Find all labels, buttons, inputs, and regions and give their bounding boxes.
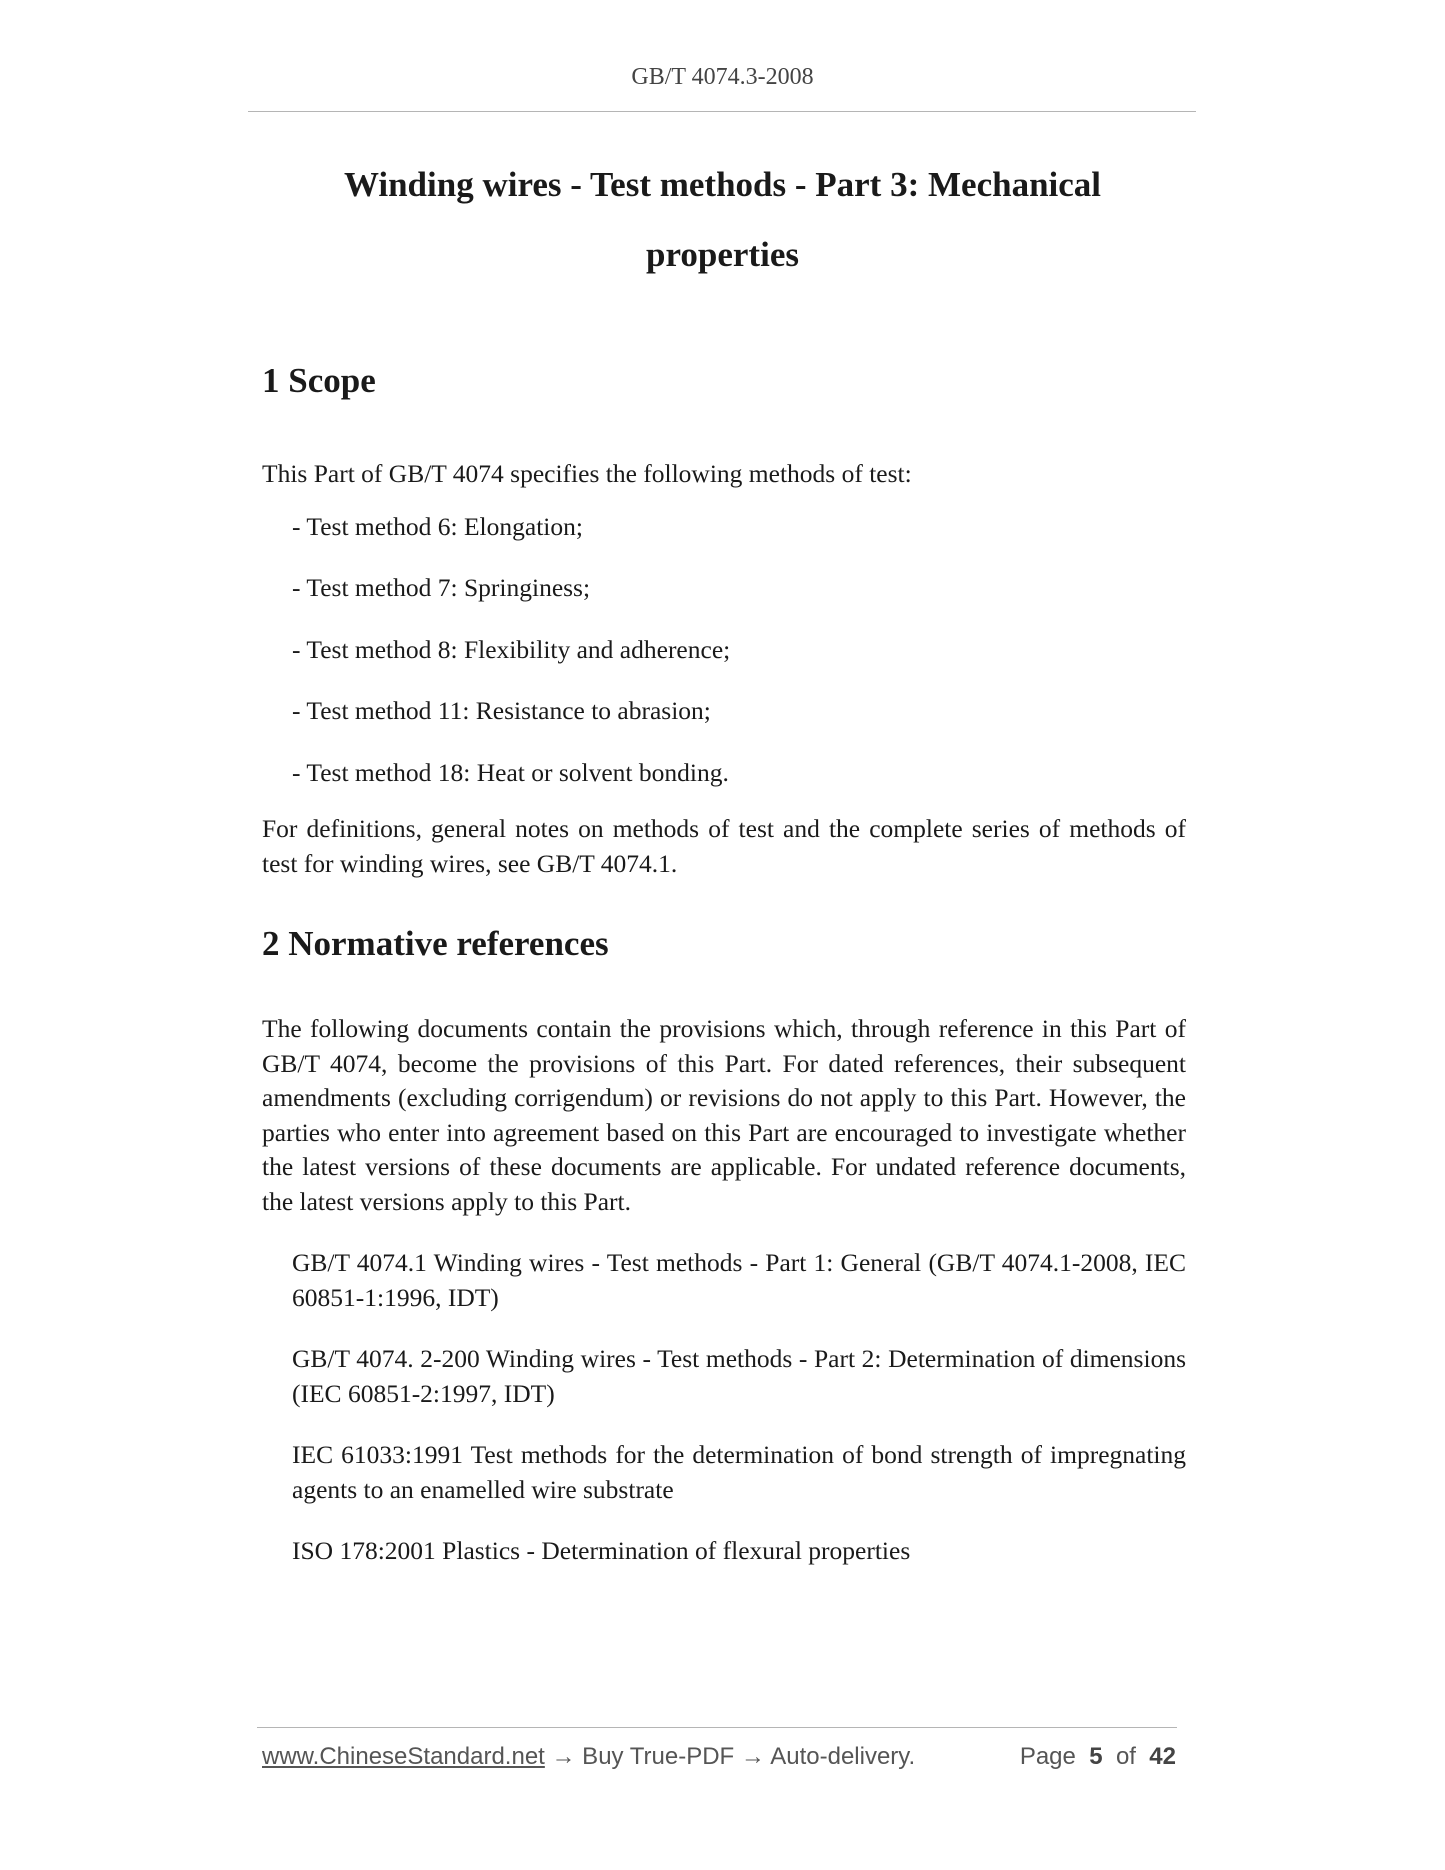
footer-left (262, 1743, 915, 1771)
list-item: - Test method 6: Elongation; (292, 511, 583, 541)
running-header: GB/T 4074.3-2008 (631, 64, 814, 90)
header-divider (248, 111, 1196, 112)
scope-closing: For definitions, general notes on methods of test and the complete series of methods of test for winding wires, see GB/T 4074.1. (262, 814, 1186, 878)
page-current: 5 (1089, 1743, 1103, 1770)
page-of: of (1115, 1743, 1136, 1770)
reference-item: IEC 61033:1991 Test methods for the determination of bond strength of impregnating agents to an enamelled wire substrate (292, 1440, 1186, 1504)
page-label: Page (1019, 1743, 1076, 1770)
list-item: - Test method 18: Heat or solvent bonding. (292, 757, 729, 787)
references-intro: The following documents contain the provisions which, through reference in this Part of GB/T 4074, become the provisions of this Part. For dated references, their subsequent amendments (excluding corrigendum) or revisions do not apply to this Part. However, the parties who enter into agreement based on this Part are encouraged to investigate whether the latest versions of these documents are applicable. For undated reference documents, the latest versions apply to this Part. (262, 1014, 1186, 1216)
page-total: 42 (1149, 1743, 1176, 1770)
section-2-heading: 2 Normative references (262, 924, 609, 963)
website-link[interactable]: www.ChineseStandard.net (262, 1743, 545, 1770)
footer-tagline: → Buy True-PDF → Auto-delivery. (544, 1743, 916, 1770)
document-title: Winding wires - Test methods - Part 3: Mechanical properties (343, 165, 1102, 274)
section-2 (262, 918, 1186, 1569)
scope-intro: This Part of GB/T 4074 specifies the following methods of test: (262, 459, 912, 488)
reference-item: GB/T 4074.1 Winding wires - Test methods - Part 1: General (GB/T 4074.1-2008, IEC 60851-1:1996, IDT) (292, 1248, 1186, 1312)
reference-item: GB/T 4074. 2-200 Winding wires - Test methods - Part 2: Determination of dimensions (IEC 60851-2:1997, IDT) (292, 1344, 1186, 1408)
footer-divider (257, 1727, 1177, 1728)
document-body (262, 355, 1186, 1596)
list-item: - Test method 8: Flexibility and adherence; (292, 634, 731, 664)
list-item: - Test method 7: Springiness; (292, 573, 591, 602)
reference-item: ISO 178:2001 Plastics - Determination of flexural properties (292, 1536, 911, 1565)
list-item: - Test method 11: Resistance to abrasion; (292, 696, 711, 725)
section-1-heading: 1 Scope (262, 361, 376, 400)
test-method-list (292, 510, 1186, 791)
page-number (1020, 1743, 1176, 1771)
reference-list (292, 1246, 1186, 1569)
